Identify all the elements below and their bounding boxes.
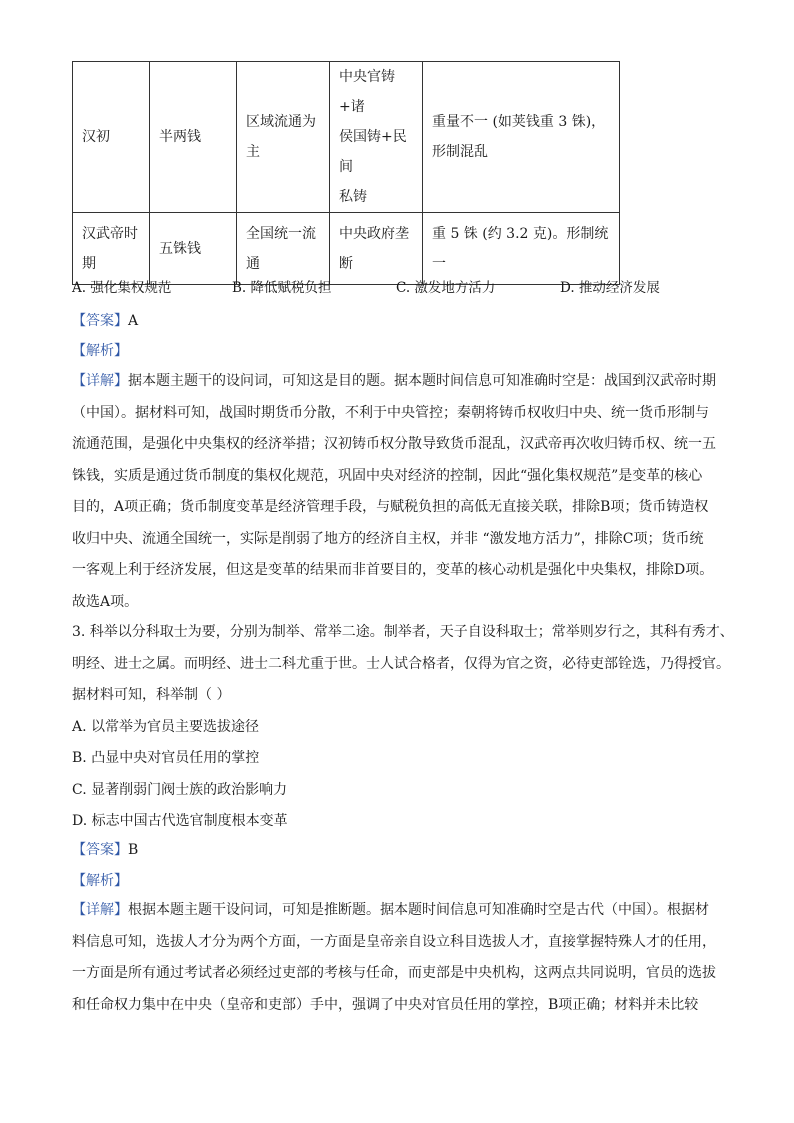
- answer-value: B: [128, 842, 139, 858]
- stem-line: 3. 科举以分科取士为要，分别为制举、常举二途。制举者，天子自设科取士；常举则岁行之，其科有秀才、: [72, 624, 734, 640]
- detail-line: 据本题主题干的设问词，可知这是目的题。据本题时间信息可知准确时空是：战国到汉武帝时期: [128, 373, 716, 389]
- q2-analysis-label: 【解析】: [72, 343, 128, 359]
- q2-option-d: D. 推动经济发展: [560, 280, 660, 296]
- detail-label: 【详解】: [72, 373, 128, 389]
- q3-option-a: A. 以常举为官员主要选拔途径: [72, 718, 260, 735]
- answer-value: A: [128, 313, 139, 329]
- q3-option-d: D. 标志中国古代选官制度根本变革: [72, 813, 288, 829]
- detail-line: 故选A项。: [72, 593, 139, 610]
- table-cell: 中央官铸+诸 侯国铸+民间 私铸: [330, 62, 423, 213]
- q2-option-c: C. 激发地方活力: [396, 280, 496, 296]
- table-cell: 半两钱: [150, 62, 237, 213]
- table-row: [73, 62, 620, 213]
- detail-line: 收归中央、流通全国统一，实际是削弱了地方的经济自主权，并非 “激发地方活力”，排除C项；货币统: [72, 530, 704, 547]
- answer-label: 【答案】: [72, 842, 128, 858]
- detail-line: 目的，A项正确；货币制度变革是经济管理手段，与赋税负担的高低无直接关联，排除B项；货币铸造权: [72, 499, 709, 515]
- detail-line: 铢钱，实质是通过货币制度的集权化规范，巩固中央对经济的控制，因此“强化集权规范”是变革的核心: [72, 467, 703, 484]
- q3-answer: [72, 839, 138, 859]
- stem-line: 明经、进士之属。而明经、进士二科尤重于世。士人试合格者，仅得为官之资，必待吏部铨选，乃得授官。: [72, 655, 730, 672]
- detail-line: 一客观上利于经济发展，但这是变革的结果而非首要目的，变革的核心动机是强化中央集权，排除D项。: [72, 562, 714, 578]
- detail-line: （中国）。据材料可知，战国时期货币分散，不利于中央管控；秦朝将铸币权收归中央、统一货币形制与: [72, 404, 709, 421]
- q3-detail: [72, 895, 737, 1021]
- table-cell: 全国统一流 通: [237, 213, 330, 285]
- table-cell: 重 5 铢 (约 3.2 克)。形制统 一: [423, 213, 620, 285]
- table-cell: 五铢钱: [150, 213, 237, 285]
- answer-label: 【答案】: [72, 313, 128, 329]
- detail-line: 流通范围，是强化中央集权的经济举措；汉初铸币权分散导致货币混乱，汉武帝再次收归铸币权、统一五: [72, 436, 716, 452]
- detail-line: 和任命权力集中在中央（皇帝和吏部）手中，强调了中央对官员任用的掌控，B项正确；材料并未比较: [72, 996, 699, 1013]
- table-cell: 重量不一 (如荚钱重 3 铢)， 形制混乱: [423, 62, 620, 213]
- detail-line: 一方面是所有通过考试者必须经过吏部的考核与任命，而吏部是中央机构，这两点共同说明，官员的选拔: [72, 965, 716, 981]
- table-cell: 汉武帝时 期: [73, 213, 150, 285]
- table-cell: 中央政府垄 断: [330, 213, 423, 285]
- currency-table: [72, 61, 620, 285]
- q2-option-b: B. 降低赋税负担: [232, 280, 332, 296]
- q3-analysis-label: 【解析】: [72, 873, 128, 889]
- q3-option-c: C. 显著削弱门阀士族的政治影响力: [72, 781, 288, 798]
- detail-line: 根据本题主题干设问词，可知是推断题。据本题时间信息可知准确时空是古代（中国）。根据材: [128, 902, 709, 918]
- detail-line: 料信息可知，选拔人才分为两个方面，一方面是皇帝亲自设立科目选拔人才，直接掌握特殊人才的任用，: [72, 933, 716, 950]
- q3-stem: [72, 617, 737, 838]
- stem-line: 据材料可知，科举制（ ）: [72, 687, 231, 703]
- detail-label: 【详解】: [72, 902, 128, 918]
- q2-detail: [72, 366, 737, 618]
- q2-answer: [72, 310, 138, 330]
- q2-option-a: A. 强化集权规范: [72, 280, 172, 296]
- q3-option-b: B. 凸显中央对官员任用的掌控: [72, 750, 260, 766]
- table-row: [73, 213, 620, 285]
- table-cell: 汉初: [73, 62, 150, 213]
- table-cell: 区域流通为 主: [237, 62, 330, 213]
